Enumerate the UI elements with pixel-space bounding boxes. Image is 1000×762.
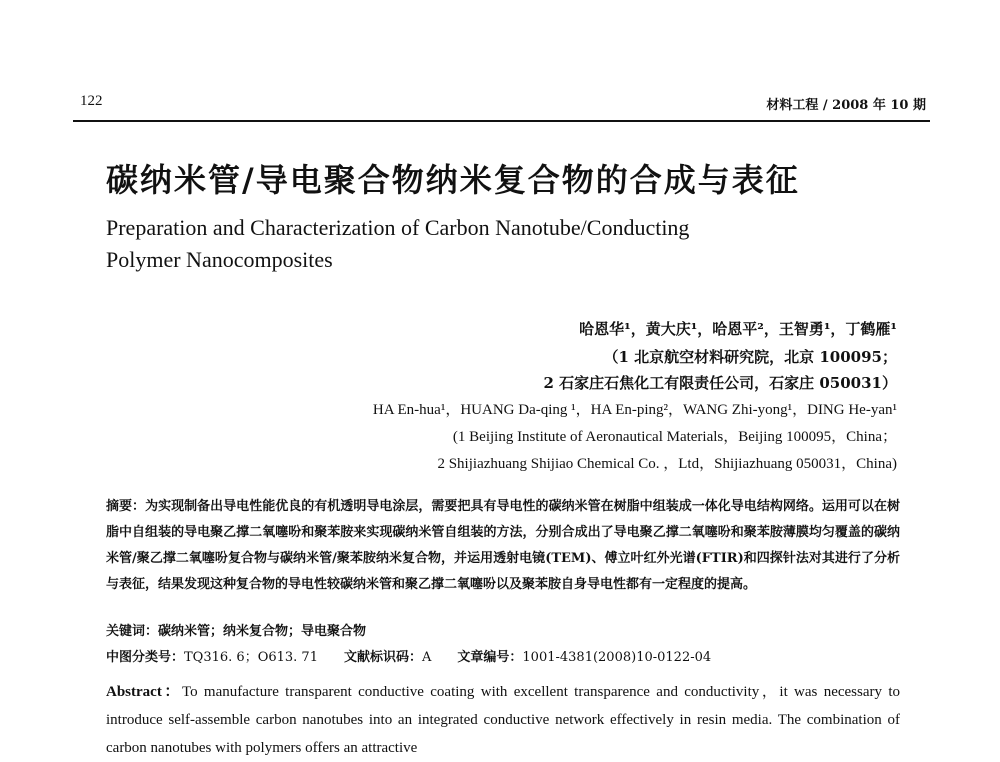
authors-english: HA En-hua¹，HUANG Da-qing ¹，HA En-ping²，WANG Zhi-yong¹，DING He-yan¹ xyxy=(372,402,897,418)
abstract-chinese-text: 为实现制备出导电性能优良的有机透明导电涂层，需要把具有导电性的碳纳米管在树脂中组装成一体化导电结构网络。运用可以在树脂中自组装的导电聚乙撑二氧噻吩和聚苯胺来实现碳纳米管自组装的方法，分别合成出了导电聚乙撑二氧噻吩和聚苯胺薄膜均匀覆盖的碳纳米管/聚乙撑二氧噻吩复合物与碳纳米管/聚苯胺纳米复合物，并运用透射电镜(TEM)、傅立叶红外光谱(FTIR)和四探针法对其进行了分析与表征，结果发现这种复合物的导电性较碳纳米管和聚乙撑二氧噻吩以及聚苯胺自身导电性都有一定程度的提高。 xyxy=(106,499,900,592)
title-english-line-1: Preparation and Characterization of Carbon Nanotube/Conducting xyxy=(106,215,690,240)
keywords-text: 碳纳米管；纳米复合物；导电聚合物 xyxy=(158,624,367,639)
abstract-english-label: Abstract： xyxy=(106,684,182,700)
abstract-english-text: To manufacture transparent conductive coating with excellent transparence and conductivity，it was necessary to introduce self-assemble carbon nanotubes into an integrated conductive network effectively in resin media. The combination of carbon nanotubes with polymers offers an attractive xyxy=(106,684,900,756)
document-code-value: A xyxy=(422,650,432,665)
affiliation-chinese-1: （1 北京航空材料研究院，北京 100095； xyxy=(603,348,897,366)
header-divider xyxy=(73,120,930,122)
abstract-english xyxy=(106,678,900,762)
document-code-label: 文献标识码： xyxy=(343,650,422,665)
title-english-line-2: Polymer Nanocomposites xyxy=(106,247,333,272)
authors-chinese: 哈恩华¹，黄大庆¹，哈恩平²，王智勇¹，丁鹤雁¹ xyxy=(579,320,897,338)
clc-value: TQ316. 6；O613. 71 xyxy=(184,650,318,665)
affiliation-chinese-2: 2 石家庄石焦化工有限责任公司，石家庄 050031） xyxy=(543,374,897,392)
keywords-label: 关键词： xyxy=(106,624,159,639)
clc-label: 中图分类号： xyxy=(106,650,185,665)
abstract-chinese xyxy=(106,494,900,598)
abstract-chinese-label: 摘要： xyxy=(106,499,146,514)
journal-info: 材料工程 / 2008 年 10 期 xyxy=(766,98,926,113)
title-chinese: 碳纳米管/导电聚合物纳米复合物的合成与表征 xyxy=(106,161,800,199)
title-english xyxy=(106,212,886,276)
page-number: 122 xyxy=(80,93,103,109)
affiliation-english-2: 2 Shijiazhuang Shijiao Chemical Co. ，Ltd，Shijiazhuang 050031，China) xyxy=(437,456,897,472)
article-number-label: 文章编号： xyxy=(457,650,523,665)
affiliation-english-1: (1 Beijing Institute of Aeronautical Materials，Beijing 100095，China； xyxy=(452,429,897,445)
article-number-value: 1001-4381(2008)10-0122-04 xyxy=(522,650,712,665)
keywords xyxy=(106,620,366,639)
classification-line xyxy=(106,646,711,665)
